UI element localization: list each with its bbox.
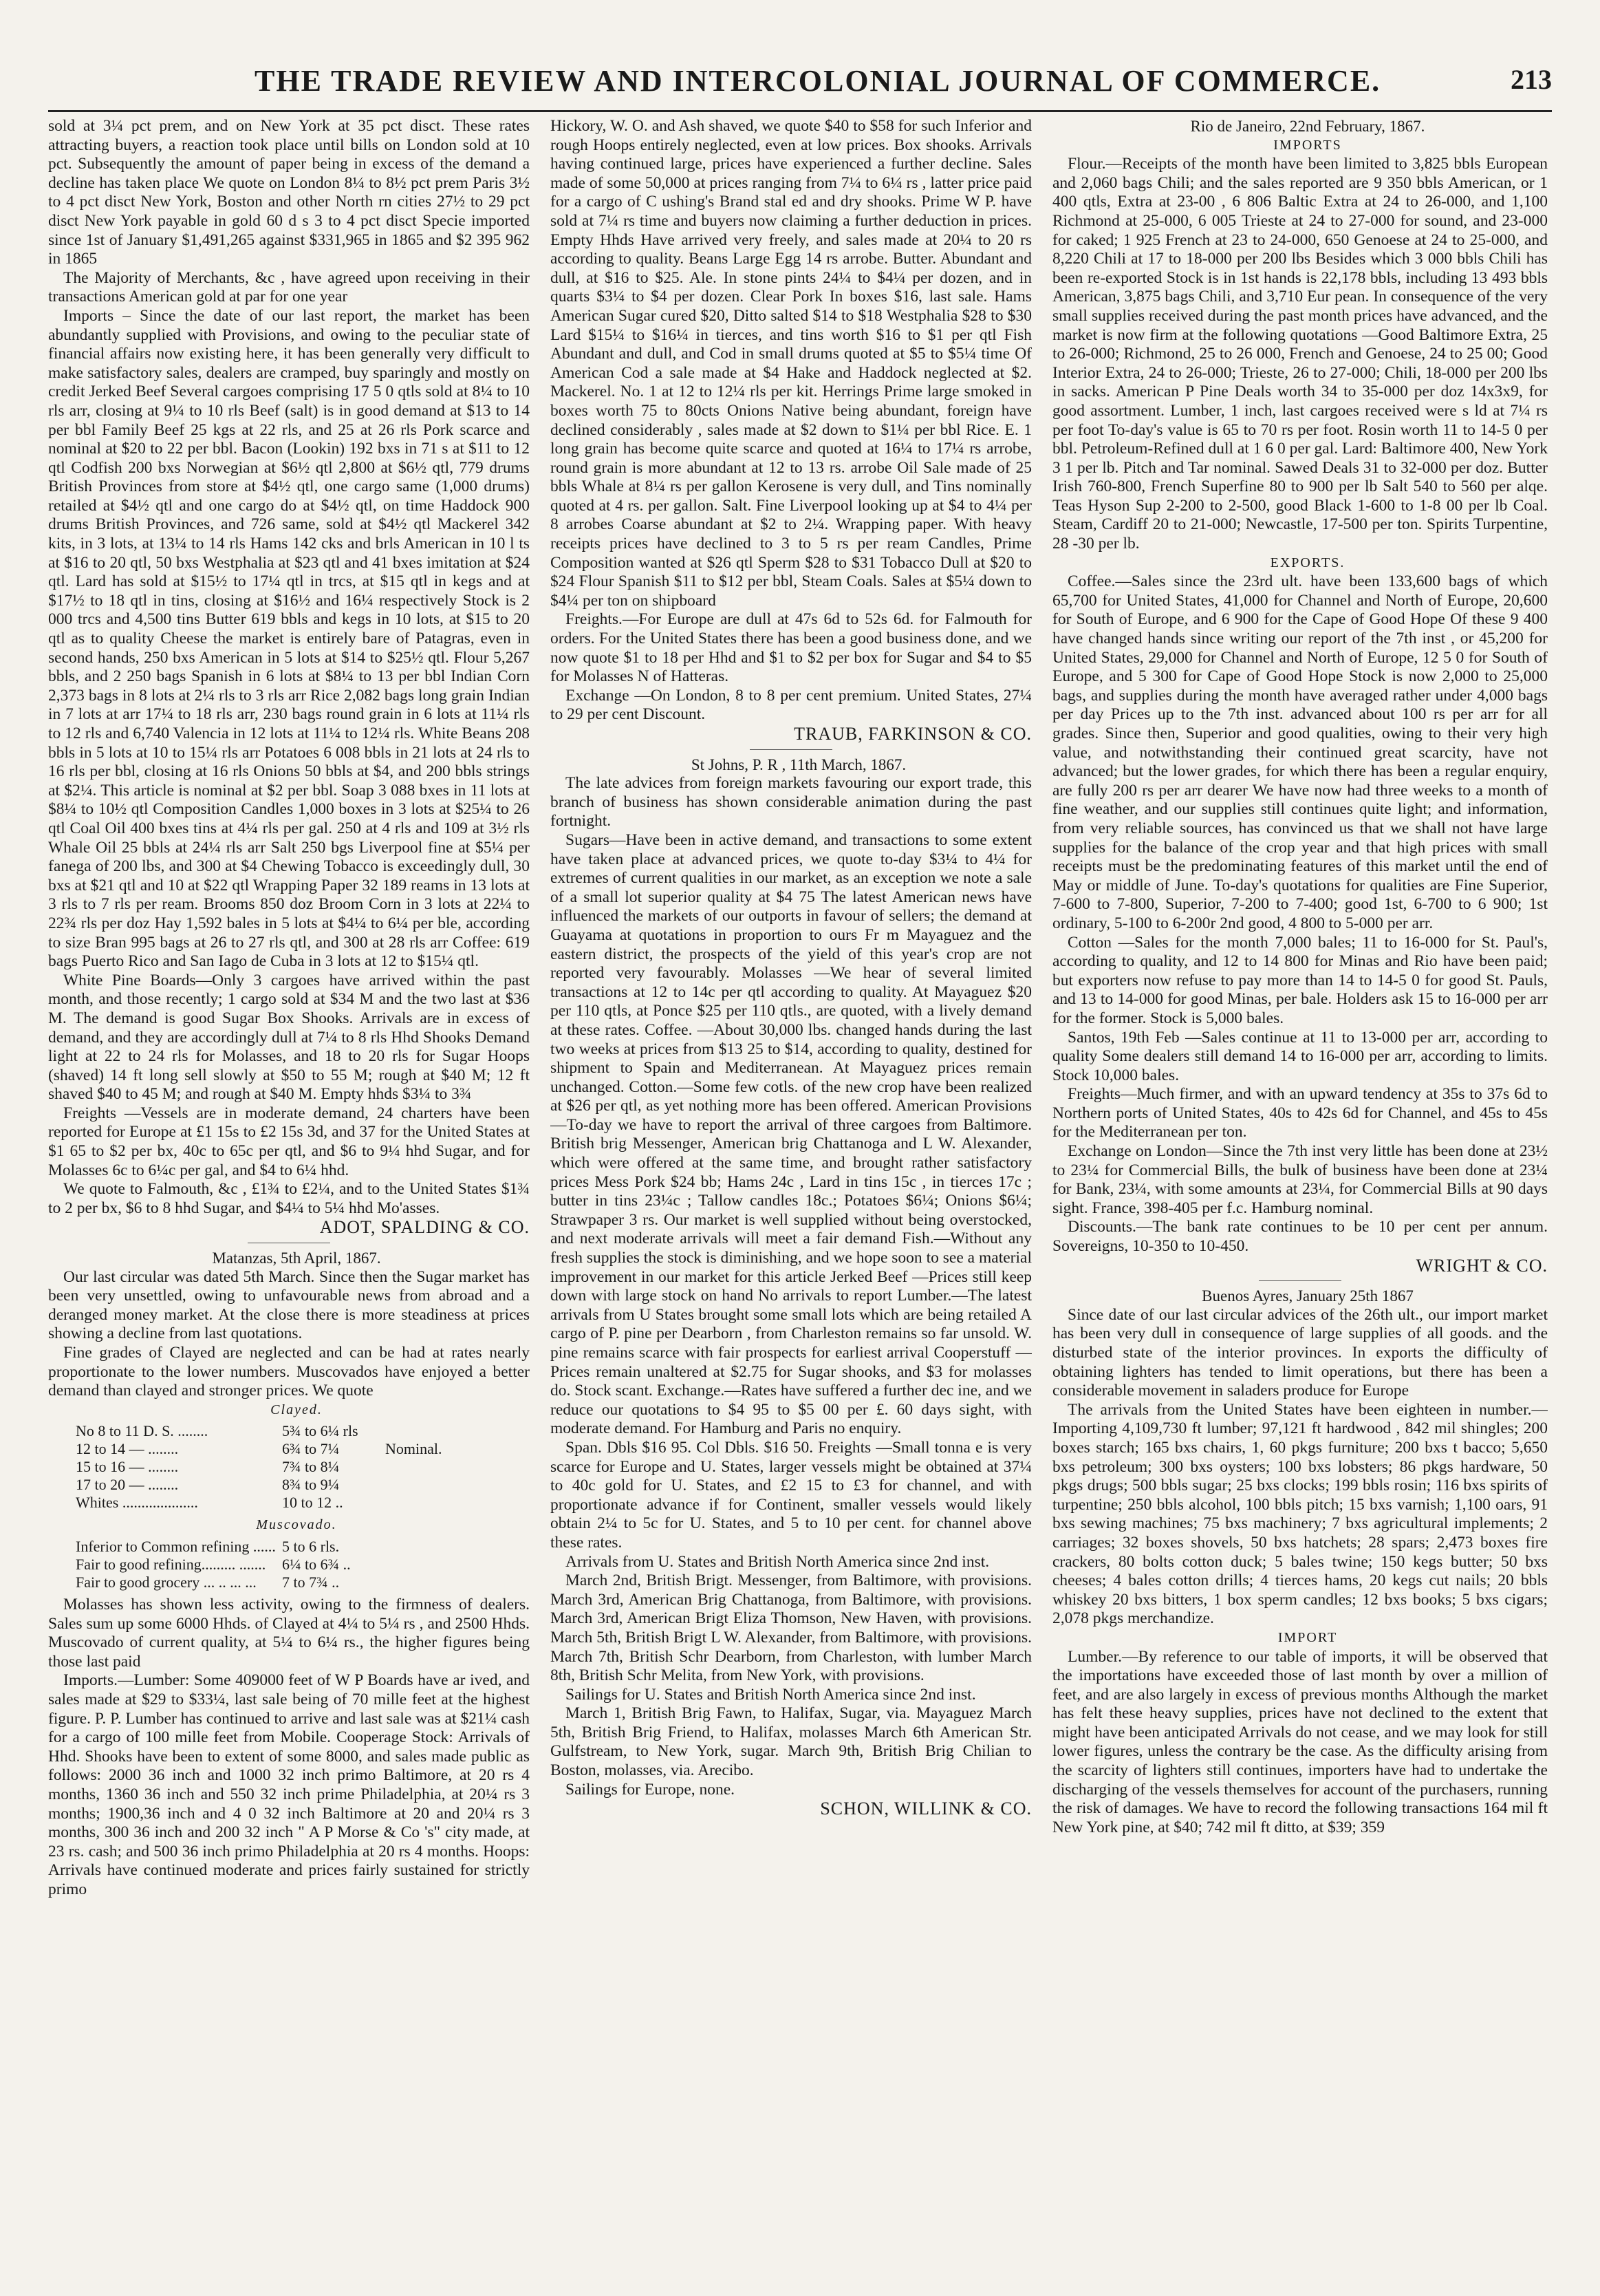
table-cell: 5 to 6 rls. [282, 1537, 340, 1555]
nominal-label: Nominal. [385, 1440, 442, 1458]
paragraph: We quote to Falmouth, &c , £1¾ to £2¼, and to the United States $1¾ to 2 per bx, $6 to 8 hhd Sugar, and $4¼ to 5¼ hhd Mo'asses. [48, 1180, 530, 1217]
table-cell: 10 to 12 .. [282, 1494, 343, 1512]
section-heading: IMPORT [1277, 1629, 1338, 1645]
table-row [76, 1538, 530, 1556]
divider [1259, 1280, 1341, 1281]
paragraph: Sailings for U. States and British North America since 2nd inst. [565, 1685, 976, 1704]
paragraph: Freights —Vessels are in moderate demand, 24 charters have been reported for Europe at £1 15s to £2 15s 3d, and 37 for the United States at $1 65 to $2 per bx, 40c to 65c per qtl, and $6 to 9¼ hhd Sugar, and for Molasses 6c to 6¼c per gal, and $4 to 6¼ hhd. [48, 1104, 530, 1179]
table-cell: Fair to good grocery ... .. ... ... [76, 1573, 257, 1591]
table-cell: 8¾ to 9¼ [282, 1476, 340, 1494]
paragraph: Fine grades of Clayed are neglected and can be had at rates nearly proportionate to the lower numbers. Muscovados have enjoyed a better demand than clayed and stronger prices. We quote [48, 1344, 530, 1400]
paragraph: Exchange on London—Since the 7th inst very little has been done at 23½ to 23¼ for Commercial Bills, the bulk of business have been done at 23¼ for Bank, 23¼, with some amounts at 23¼, for Commercial Bills at 90 days sight. France, 398-405 per f.c. Hamburg nominal. [1052, 1142, 1548, 1217]
table-cell: Fair to good refining......... ....... [76, 1555, 266, 1573]
paragraph: sold at 3¼ pct prem, and on New York at 35 pct disct. These rates attracting buyers, a reaction took place until bills on London sold at 10 pct. Subsequently the amount of paper being in excess of the demand a decline has taken place We quote on London 8¼ to 8½ pct prem Paris 3½ to 4 pct disct New York, Boston and other North rn cities 27½ to 29 pct disct New York payable in gold 60 d s 3 to 4 pct disct Specie imported since 1st of January $1,491,265 against $331,965 in 1865 and $2 395 962 in 1865 [48, 117, 530, 268]
paragraph: Coffee.—Sales since the 23rd ult. have been 133,600 bags of which 65,700 for United States, 41,000 for Channel and North of Europe, 20,600 for South of Europe, and 6 900 for the Cape of Good Hope Of these 9 400 have changed hands since writing our report of the 7th inst , or 45,200 for United States, 29,000 for Channel and North of Europe, 12 5 0 for South of Europe, and 5 300 for Cape of Good Hope Stock is now 2,000 to 25,000 bags, and supplies during the month have averaged rather under 4,000 bags per day Prices up to the 7th inst. advanced about 100 rs per arr for all grades. Since then, Superior and good qualities, owing to their very high value, and notwithstanding their continued great scarcity, have not advanced; but the lower grades, for which there has been a regular enquiry, are fully 200 rs per arr dearer We have now had three weeks to a month of fine weather, and our supplies still continues quite light; and information, from very reliable sources, has convinced us that we shall not have large supplies for the balance of the crop year and that high prices with small receipts must be the predominating features of this market until the end of May or middle of June. To-day's quotations for qualities are Fine Superior, 7-600 to 7-800, Superior, 7-200 to 7-400; good 1st, 6-700 to 6 900; 1st ordinary, 5-100 to 6-200r 2nd good, 4 800 to 5-000 per arr. [1052, 572, 1548, 932]
paragraph: Flour.—Receipts of the month have been limited to 3,825 bbls European and 2,060 bags Chili; and the sales reported are 9 350 bbls American, or 1 400 qtls, Extra at 23-00 , 6 806 Baltic Extra at 24 to 26-000, and 1,100 Richmond at 25-000, 6 005 Trieste at 24 to 27-000 for sound, and 23-000 for caked; 1 925 French at 23 to 24-000, 650 Genoese at 24 to 25-000, and 8,220 Chili at 17 to 18-000 per 200 lbs Besides which 3 000 bbls Chili has been re-exported Stock is in 1st hands is 22,178 bbls, including 13 493 bbls American, 3,875 bags Chili, and 3,710 Eur pean. In consequence of the very small supplies received during the past month prices have advanced, and the market is now firm at the following quotations —Good Baltimore Extra, 25 to 26-000; Richmond, 25 to 26 000, French and Genoese, 24 to 25 00; Good Interior Extra, 24 to 26-000; Trieste, 26 to 27-000; Chili, 18-000 per 200 lbs in sacks. American P Pine Deals worth 34 to 35-000 per doz 14x3x9, for good assortment. Lumber, 1 inch, last cargoes received were s ld at 7¼ rs per foot To-day's value is 65 to 70 rs per foot. Rosin worth 11 to 14-5 0 per bbl. Petroleum-Refined dull at 1 6 0 per gal. Lard: Baltimore 400, New York 3 1 per lb. Pitch and Tar nominal. Sawed Deals 31 to 32-000 per doz. Butter Irish 760-800, French Superfine 80 to 900 per lb Salt 540 to 560 per alqe. Teas Hyson Sup 2-200 to 2-500, good Black 1-600 to 1-8 00 per lb Coal. Steam, Cardiff 20 to 21-000; Newcastle, 17-500 per ton. Spirits Turpentine, 28 -30 per lb. [1052, 155, 1548, 553]
table-cell: 7 to 7¾ .. [282, 1573, 340, 1591]
dateline: Buenos Ayres, January 25th 1867 [1202, 1287, 1414, 1305]
dateline: Matanzas, 5th April, 1867. [212, 1249, 381, 1267]
paragraph: Exchange —On London, 8 to 8 per cent premium. United States, 27¼ to 29 per cent Discount. [550, 686, 1032, 724]
signature: SCHON, WILLINK & CO. [820, 1799, 1032, 1819]
paragraph: Span. Dbls $16 95. Col Dbls. $16 50. Freights —Small tonna e is very scarce for Europe and U. States, larger vessels might be obtained at 37¼ to 40c gold for U. States, and £2 15 to £3 for channel, and with proportionate advance if for Continent, smaller vessels would likely obtain 2¼ to 5c for U. States, and 5 to 10 per cent. for channel above these rates. [550, 1438, 1032, 1552]
paragraph: The Majority of Merchants, &c , have agreed upon receiving in their transactions American gold at par for one year [48, 268, 530, 306]
paragraph: The arrivals from the United States have been eighteen in number.—Importing 4,109,730 ft lumber; 97,121 ft hardwood , 842 mil shingles; 200 boxes starch; 165 bxs chairs, 1, 60 pkgs furniture; 200 bxs t bacco; 5,650 bxs petroleum; 300 bxs oysters; 100 bxs lobsters; 86 pkgs hardware, 50 pkgs drugs; 500 bbls sugar; 25 bxs clocks; 199 bbls rosin; 116 bxs spirits of turpentine; 250 bbls alcohol, 100 bbls pitch; 15 bxs varnish; 1,100 oars, 91 bxs sewing machines; 75 bxs machinery; 7 bxs agricultural implements; 2 carriages; 32 boxes shovels, 50 bxs hatchets; 28 spars; 2,473 boxes fire crackers, 80 bolts cotton duck; 5 bales twine; 150 kegs butter; 50 bxs cheeses; 4 bales cotton drills; 4 tierces hams, 20 kegs cut nails; 20 bbls whiskey 20 bxs bitters, 1 box sperm candles; 12 bxs books; 5 bxs cigars; 2,078 pkgs merchandize. [1052, 1400, 1548, 1628]
table-row [76, 1458, 530, 1476]
paragraph: Discounts.—The bank rate continues to be 10 per cent per annum. Sovereigns, 10-350 to 10-450. [1052, 1218, 1548, 1256]
column-1 [48, 117, 530, 2264]
paragraph: Freights—Much firmer, and with an upward tendency at 35s to 37s 6d to Northern ports of United States, 40s to 42s 6d for Channel, and 45s to 45s for the Mediterranean per ton. [1052, 1085, 1548, 1141]
clayed-table [76, 1422, 530, 1512]
table-row [76, 1494, 530, 1512]
paragraph: White Pine Boards—Only 3 cargoes have arrived within the past month, and those recently; 1 cargo sold at $34 M and the two last at $36 M. The demand is good Sugar Box Shooks. Arrivals are in excess of demand, and they are accordingly dull at 7¼ to 8 rls Hhd Shooks Demand light at 22 to 24 rls for Molasses, and 18 to 20 rls for Sugar Hoops (shaved) 14 ft long sell slowly at $50 to 55 M; rough at $40 M; 12 ft shaved $40 to 45 M; and rough at $40 M. Empty hhds $3¼ to 3¾ [48, 971, 530, 1104]
dateline: St Johns, P. R , 11th March, 1867. [691, 755, 907, 773]
page-header [48, 28, 1552, 131]
table-cell: Whites .................... [76, 1494, 198, 1512]
table-cell: No 8 to 11 D. S. ........ [76, 1422, 208, 1440]
table-cell: 6¾ to 7¼ [282, 1440, 340, 1458]
paragraph: Santos, 19th Feb —Sales continue at 11 to 13-000 per arr, according to quality Some dealers still demand 14 to 16-000 per arr, according to limits. Stock 10,000 bales. [1052, 1028, 1548, 1084]
muscovado-table [76, 1538, 530, 1591]
paragraph: Imports – Since the date of our last report, the market has been abundantly supplied with Provisions, and owing to the peculiar state of financial affairs now existing here, it has been generally very difficult to make satisfactory sales, dealers are cramped, buy sparingly and mostly on credit Jerked Beef Several cargoes comprising 17 5 0 qtls sold at 8¼ to 10 rls arr, closing at 9¼ to 10 rls Beef (salt) is in good demand at $13 to 14 per bbl Family Beef 25 kgs at 22 rls, and 25 at 26 rls Pork scarce and nominal at $20 to 22 per bbl. Bacon (Lookin) 192 bxs in 71 s at $11 to 12 qtl Codfish 200 bxs Norwegian at $6½ qtl 2,800 at $6½ qtl, 779 drums British Provinces from store at $4½ qtl, one cargo same (1,000 drums) retailed at $4½ qtl and one cargo do at $4½ qtl, on time Haddock 900 drums British Provinces, and 726 same, sold at $4½ qtl Mackerel 342 kits, in 3 lots, at 13¼ to 14 rls Hams 142 cks and brls American in 10 l ts at $16 to 20 qtl, 50 bxs Westphalia at $23 qtl and 41 bxes imitation at $24 qtl. Lard has sold at $15½ to 17¼ qtl in trcs, at $15 qtl in kegs and at $17½ to 18 qtl in tins, closing at $16½ and 16¼ respectively Stock is 2 000 trcs and 4,500 tins Butter 619 bbls and kegs in 10 lots, at $15 to 20 qtl as to quality Cheese the market is entirely bare of Patagras, even in second hands, 250 bxs American in 5 lots at $14 to $25½ qtl. Flour 5,267 bbls, and 2 250 bags Spanish in 6 lots at $8¼ to 13 per bbl Indian Corn 2,373 bags in 8 lots at 2¼ rls to 3 rls arr Rice 2,082 bags long grain Indian in 7 lots at arr 17¼ to 18 rls arr, 230 bags round grain in 6 lots at 11¼ rls to 12 rls and 6,740 Valencia in 12 lots at 11¼ to 12¼ rls. White Beans 208 bbls in 5 lots at 10 to 15¼ rls arr Potatoes 6 008 bbls in 21 lots at 24 rls to 16 rls per bbl, closing at 16 rls Onions 50 bbls at $4, and 200 bbls strings at $2¼. This article is nominal at $2 per bbl. Soap 3 088 bxes in 11 lots at $8¼ to 10½ qtl Composition Candles 1,000 boxes in 3 lots at $25¼ to 26 qtl Coal Oil 400 bxes tins at 4¼ rls per gal. 250 at 4 rls and 109 at 3½ rls Whale Oil 25 bbls at 24¼ rls arr Salt 250 bgs Liverpool fine at $5¼ per fanega of 200 lbs, and 300 at $4 Chewing Tobacco is exceedingly dull, 30 bxs at $21 qtl and 10 at $22 qtl Wrapping Paper 32 189 reams in 13 lots at 3 rls to 7 rls per ream. Brooms 850 doz Broom Corn in 3 lots at 22¼ to 22¾ rls per doz Hay 1,592 bales in 5 lots at $4¼ to 6¼ per ble, according to size Bran 995 bags at 26 to 27 rls qtl, and 300 at 28 rls arr Coffee: 619 bags Puerto Rico and San Iago de Cuba in 3 lots at 12 to $15¼ qtl. [48, 306, 530, 971]
table-row [76, 1574, 530, 1591]
table-row [76, 1422, 530, 1440]
table-cell: 12 to 14 — ........ [76, 1440, 179, 1458]
table-heading: Clayed. [270, 1402, 323, 1417]
signature: TRAUB, FARKINSON & CO. [794, 724, 1032, 744]
table-row [76, 1440, 530, 1458]
signature: ADOT, SPALDING & CO. [319, 1217, 530, 1238]
journal-title: THE TRADE REVIEW AND INTERCOLONIAL JOURNAL OF COMMERCE. [255, 64, 1381, 98]
table-cell: 7¾ to 8¼ [282, 1458, 340, 1476]
dateline: Rio de Janeiro, 22nd February, 1867. [1190, 118, 1425, 135]
table-row [76, 1556, 530, 1574]
column-3 [1052, 117, 1548, 2264]
table-cell: Inferior to Common refining ...... [76, 1537, 276, 1555]
column-2 [550, 117, 1032, 2264]
paragraph: Arrivals from U. States and British North America since 2nd inst. [565, 1552, 990, 1571]
paragraph: Cotton —Sales for the month 7,000 bales; 11 to 16-000 for St. Paul's, according to quality, and 12 to 14 800 for Minas and Rio have been paid; but exporters now refuse to pay more than 14 to 14-5 0 for good St. Pauls, and 13 to 14-000 for good Minas, per bale. Holders ask 15 to 16-000 per arr for the former. Stock is 5,000 bales. [1052, 933, 1548, 1027]
paragraph: Imports.—Lumber: Some 409000 feet of W P Boards have ar ived, and sales made at $29 to $33¼, last sale being of 70 mille feet at the highest figure. P. P. Lumber has continued to arrive and last sale was at $21¼ cash for a cargo of 100 mille feet from Mobile. Cooperage Stock: Arrivals of Hhd. Shooks have been to extent of some 8000, and sales made public as follows: 2000 36 inch and 1000 32 inch primo Baltimore, at 20 rs 4 months, 1360 36 inch and 550 32 inch prime Philadelphia, at 20¼ rs 3 months; 1900,36 inch and 4 0 32 inch Baltimore at 20 and 20¼ rs 3 months, 300 36 inch and 200 32 inch " A P Morse & Co 's" city made, at 23 rs. cash; and 500 36 inch primo Philadelphia at 20 rs 4 months. Hoops: Arrivals have continued moderate and prices fairly sustained for strictly primo [48, 1671, 530, 1898]
paragraph: Sugars—Have been in active demand, and transactions to some extent have taken place at advanced prices, we quote to-day $3¼ to 4¼ for extremes of current qualities in our market, as an exception we note a sale of a small lot superior quality at $4 75 The latest American news have influenced the markets of our outports in favour of sellers; the demand at Guayama at quotations in proportion to ours Fr m Mayaguez and the eastern district, the prospects of the yield of this year's crop are not reported very favourably. Molasses —We hear of several limited transactions at 12 to 14c per qtl according to quality. At Mayaguez $20 per 110 qtls, at Ponce $25 per 110 qtls., are quoted, with a lively demand at these rates. Coffee. —About 30,000 lbs. changed hands during the last two weeks at prices from $13 25 to $14, according to quality, destined for shipment to Spain and Mediterranean. At Mayaguez prices remain unchanged. Cotton.—Some few cotls. of the new crop have been realized at $26 per qtl, as yet nothing more has been offered. American Provisions—To-day we have to report the arrival of three cargoes from Baltimore. British brig Messenger, American brig Chattanoga and L W. Alexander, which were offered at the same time, and brought rather satisfactory prices Mess Pork $24 bb; Hams 24c , Lard in tins 15c , in tierces 17c ; butter in tins 23¼c ; Tallow candles 18c.; Potatoes $6¼; Onions $6¼; Strawpaper 3 rs. Our market is well supplied without being overstocked, and next moderate arrivals will meet a fair demand Fish.—Without any fresh supplies the stock is diminishing, and we hope soon to see a material improvement in our market for this article Jerked Beef —Prices still keep down with large stock on hand No arrivals to report Lumber.—The latest arrivals from U States brought some small lots which are being retailed A cargo of P. pine per Dearborn , from Charleston remains so far unsold. W. pine remains scarce with fair prospects for earliest arrival Cooperstuff —Prices remain unaltered at $2.75 for Sugar shooks, and $3 for molasses do. Stock scant. Exchange.—Rates have suffered a further dec ine, and we reduce our quotations to $4 95 to $5 00 per £. 60 days sight, with moderate demand. For Hamburg and Paris no enquiry. [550, 830, 1032, 1438]
table-cell: 15 to 16 — ........ [76, 1458, 179, 1476]
table-cell: 5¾ to 6¼ rls [282, 1422, 358, 1440]
paragraph: Since date of our last circular advices of the 26th ult., our import market has been very dull in consequence of large supplies of all goods. and the disturbed state of the interior provinces. In exports the difficulty of obtaining lighters has tended to limit operations, but there has been a considerable movement in saladers produce for Europe [1052, 1305, 1548, 1400]
table-cell: 6¼ to 6¾ .. [282, 1555, 351, 1573]
paragraph: Molasses has shown less activity, owing to the firmness of dealers. Sales sum up some 6000 Hhds. of Clayed at 4¼ to 5¼ rs , and 2500 Hhds. Muscovado of current quality, at 5¼ to 6¼ rs., the higher figures being those last paid [48, 1595, 530, 1671]
divider [750, 749, 832, 750]
section-heading: IMPORTS [1273, 137, 1342, 153]
signature: WRIGHT & CO. [1416, 1255, 1548, 1276]
header-rule [48, 110, 1552, 112]
paragraph: March 2nd, British Brigt. Messenger, from Baltimore, with provisions. March 3rd, American Brig Chattanoga, from Baltimore, with provisions. March 3rd, American Brigt Eliza Thomson, New Haven, with provisions. March 5th, British Brigt L W. Alexander, from Baltimore, with provisions. March 7th, British Schr Dearborn, from Charleston, with lumber March 8th, British Schr Melita, from New York, with provisions. [550, 1571, 1032, 1685]
table-row [76, 1476, 530, 1494]
paragraph: The late advices from foreign markets favouring our export trade, this branch of business has shown considerable animation during the past fortnight. [550, 774, 1032, 830]
table-cell: 17 to 20 — ........ [76, 1476, 179, 1494]
paragraph: Our last circular was dated 5th March. Since then the Sugar market has been very unsettled, owing to unfavourable news from abroad and a deranged money market. At the close there is more steadiness at prices showing a decline from last quotations. [48, 1267, 530, 1343]
page-number: 213 [1511, 64, 1552, 95]
paragraph: Sailings for Europe, none. [565, 1780, 735, 1799]
paragraph: Freights.—For Europe are dull at 47s 6d to 52s 6d. for Falmouth for orders. For the United States there has been a good business done, and we now quote $1 to 18 per Hhd and $1 to $2 per box for Sugar and $4 to $5 for Molasses N of Hatteras. [550, 610, 1032, 686]
section-heading: EXPORTS. [1270, 555, 1345, 570]
table-heading: Muscovado. [256, 1517, 337, 1533]
paragraph: Lumber.—By reference to our table of imports, it will be observed that the importations have exceeded those of last month by over a million of feet, and are also largely in excess of previous months Although the market has felt these heavy supplies, prices have not declined to the extent that might have been anticipated Arrivals do not cease, and we may look for still lower figures, unless the contrary be the case. As the difficulty arising from the scarcity of lighters still continues, importers have had to undertake the discharging of the vessels themselves for account of the purchasers, running the risk of damages. We have to record the following transactions 164 mil ft New York pine, at $40; 742 mil ft ditto, at $39; 359 [1052, 1647, 1548, 1836]
paragraph: March 1, British Brig Fawn, to Halifax, Sugar, via. Mayaguez March 5th, British Brig Friend, to Halifax, molasses March 6th American Str. Gulfstream, to New York, sugar. March 9th, British Brig Chilian to Boston, molasses, via. Arecibo. [550, 1704, 1032, 1780]
paragraph: Hickory, W. O. and Ash shaved, we quote $40 to $58 for such Inferior and rough Hoops entirely neglected, even at low prices. Box shooks. Arrivals having continued large, prices have experienced a further decline. Sales made of some 50,000 at prices ranging from 7¼ to 6¼ rs , latter price paid for a cargo of C ushing's Brand stal ed and dry shooks. Prime W P. have sold at 7¼ rs time and buyers now claiming a further deduction in prices. Empty Hhds Have arrived very freely, and sales made at 20¼ to 20 rs according to quality. Beans Large Egg 14 rs arrobe. Butter. Abundant and dull, at $16 to $25. Ale. In stone pints 24¼ to $4¼ per dozen, and in quarts $3¼ to $4 per dozen. Clear Pork In boxes $16, last sale. Hams American Sugar cured $20, Ditto salted $14 to $18 Westphalia $28 to $30 Lard $15¼ to $16¼ in tierces, and tins worth $16 to $1 per qtl Fish Abundant and dull, and Cod in small drums quoted at $5 to $5¼ time Of American Cod a sale made at $4 Hake and Haddock neglected at $2. Mackerel. No. 1 at 12 to 12¼ rls per kit. Herrings Prime large smoked in boxes worth 75 to 80cts Onions Native being abundant, foreign have declined considerably , sales made at $2 down to $1¼ per bbl Rice. E. 1 long grain has become quite scarce and quoted at 16¼ to 17¼ rs arrobe, round grain is more abundant at 12 to 13 rs. arrobe Oil Sale made of 25 bbls Whale at 8¼ rs per gallon Kerosene is very dull, and Tins nominally quoted at 4 rs. per gallon. Salt. Fine Liverpool looking up at $4 to 4¼ per 8 arrobes Coarse abundant at $2 to 2¼. Wrapping paper. With heavy receipts prices have declined to 3 to 5 rs per ream Candles, Prime Composition wanted at $26 qtl Sperm $28 to $31 Tobacco Dull at $20 to $24 Flour Spanish $11 to $12 per bbl, Steam Coals. Sales at $5¼ down to $4¼ per ton on shipboard [550, 117, 1032, 610]
